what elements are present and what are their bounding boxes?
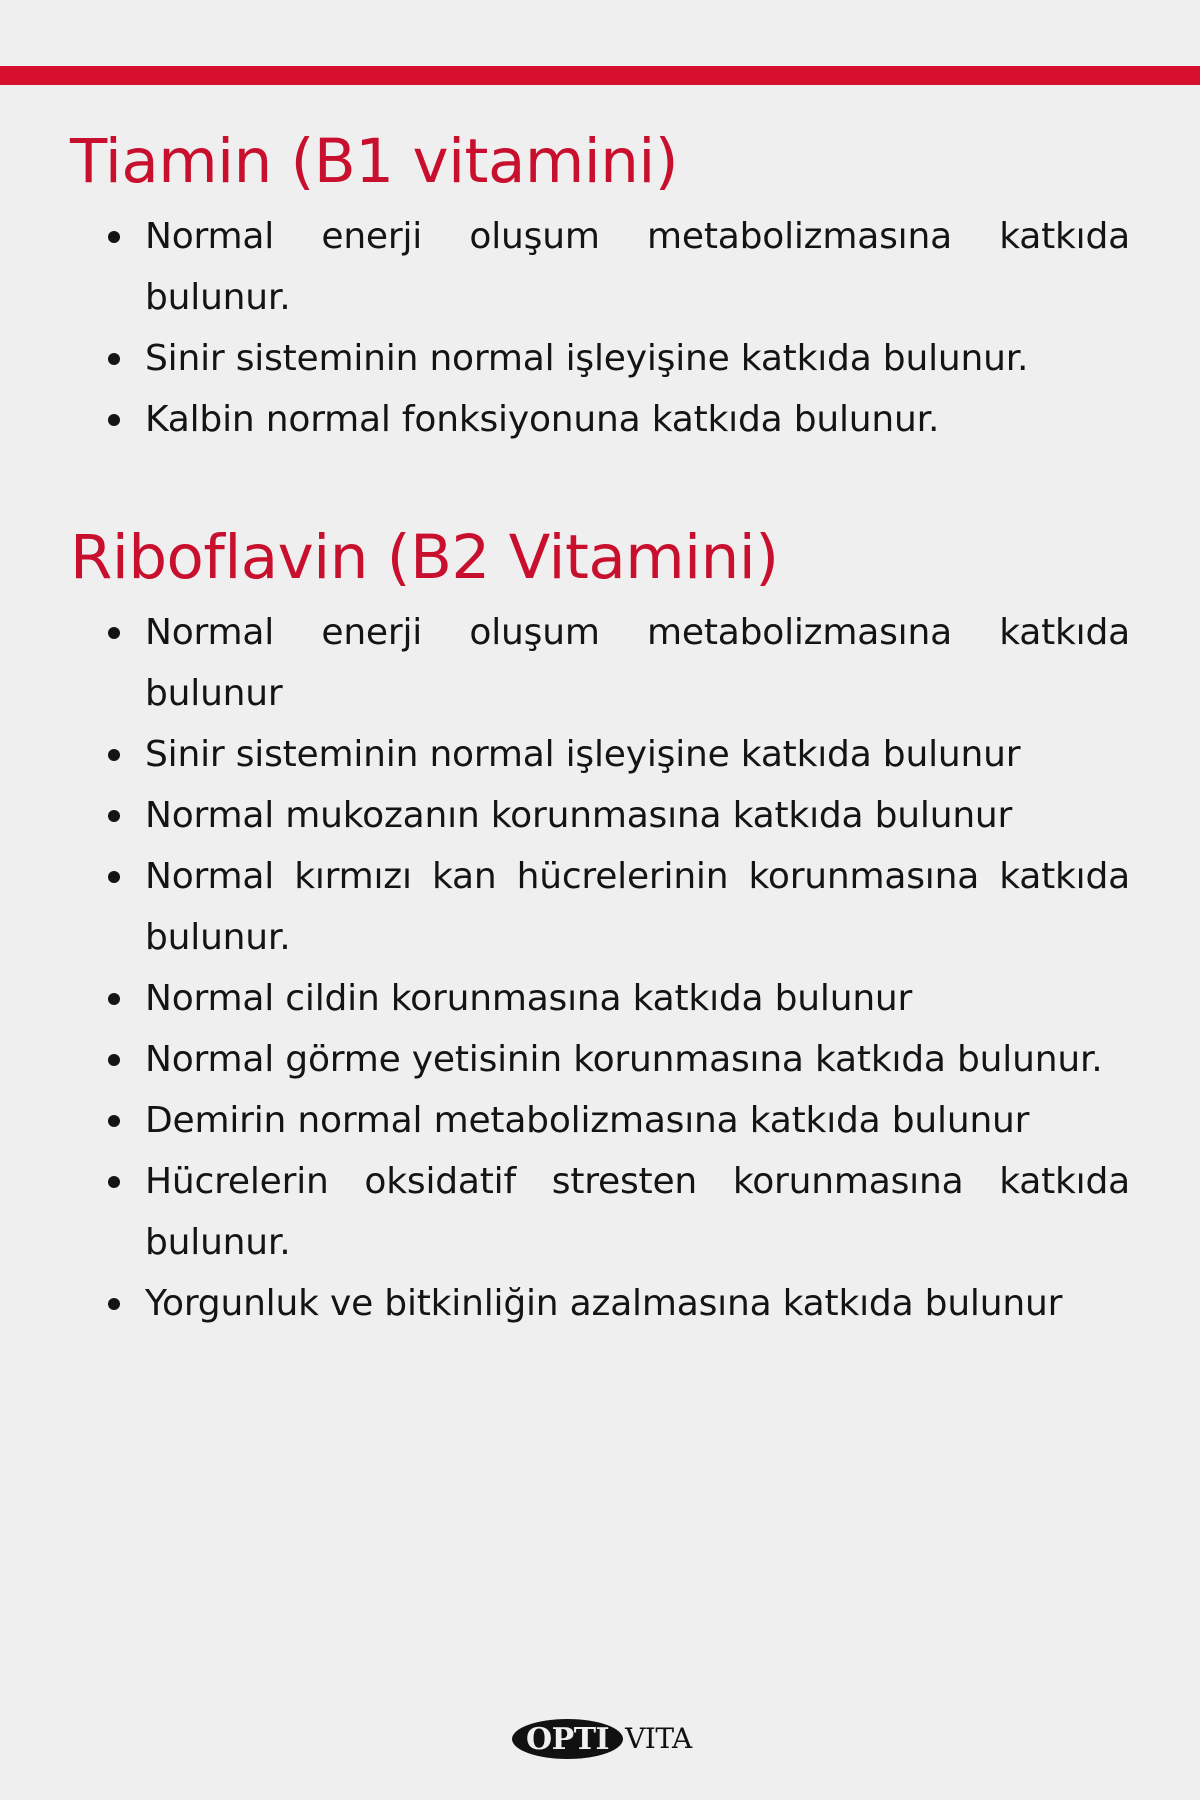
section-thiamin: [70, 118, 1130, 450]
list-item: Normal enerji oluşum metabolizmasına katkıda bulunur.: [145, 206, 1130, 328]
section-title-thiamin: Tiamin (B1 vitamini): [70, 126, 679, 197]
logo-opti-mark: OPTI: [512, 1719, 623, 1759]
section-riboflavin: [70, 514, 1130, 1334]
list-item: Normal enerji oluşum metabolizmasına katkıda bulunur: [145, 602, 1130, 724]
logo-vita-text: VITA: [625, 1722, 692, 1755]
list-item: Kalbin normal fonksiyonuna katkıda bulunur.: [145, 389, 1130, 450]
brand-logo: [512, 1719, 692, 1759]
riboflavin-benefits-list: [70, 602, 1130, 1334]
list-item: Normal mukozanın korunmasına katkıda bulunur: [145, 785, 1130, 846]
content: [70, 118, 1130, 1334]
list-item: Hücrelerin oksidatif stresten korunmasına katkıda bulunur.: [145, 1151, 1130, 1273]
list-item: Normal kırmızı kan hücrelerinin korunmasına katkıda bulunur.: [145, 846, 1130, 968]
list-item: Sinir sisteminin normal işleyişine katkıda bulunur: [145, 724, 1130, 785]
list-item: Demirin normal metabolizmasına katkıda bulunur: [145, 1090, 1130, 1151]
thiamin-benefits-list: [70, 206, 1130, 450]
list-item: Yorgunluk ve bitkinliğin azalmasına katkıda bulunur: [145, 1273, 1130, 1334]
top-accent-bar: [0, 66, 1200, 85]
section-title-riboflavin: Riboflavin (B2 Vitamini): [70, 522, 779, 593]
list-item: Normal görme yetisinin korunmasına katkıda bulunur.: [145, 1029, 1130, 1090]
list-item: Sinir sisteminin normal işleyişine katkıda bulunur.: [145, 328, 1130, 389]
list-item: Normal cildin korunmasına katkıda bulunur: [145, 968, 1130, 1029]
